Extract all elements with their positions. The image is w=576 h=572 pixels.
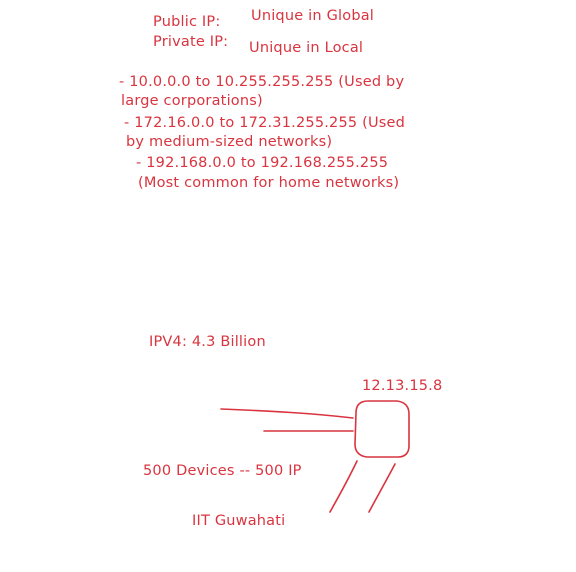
private-ip-label: Private IP: [153, 34, 229, 50]
connection-line-lower-left [330, 461, 357, 512]
range-class-c-line2: (Most common for home networks) [138, 175, 400, 191]
router-ip-label: 12.13.15.8 [362, 378, 443, 394]
connection-line-lower-right [369, 464, 395, 512]
range-class-b-line1: - 172.16.0.0 to 172.31.255.255 (Used [124, 115, 406, 131]
range-class-b-line2: by medium-sized networks) [126, 134, 333, 150]
ipv4-count-note: IPV4: 4.3 Billion [149, 334, 266, 350]
range-class-a-line2: large corporations) [121, 93, 263, 109]
router-box [355, 401, 409, 457]
public-ip-description: Unique in Global [251, 8, 375, 24]
range-class-c-line1: - 192.168.0.0 to 192.168.255.255 [136, 155, 389, 171]
range-class-a-line1: - 10.0.0.0 to 10.255.255.255 (Used by [119, 74, 405, 90]
connection-line-top [221, 409, 353, 418]
public-ip-label: Public IP: [153, 14, 221, 30]
devices-note: 500 Devices -- 500 IP [143, 463, 302, 479]
private-ip-description: Unique in Local [249, 40, 364, 56]
org-label: IIT Guwahati [192, 513, 286, 529]
